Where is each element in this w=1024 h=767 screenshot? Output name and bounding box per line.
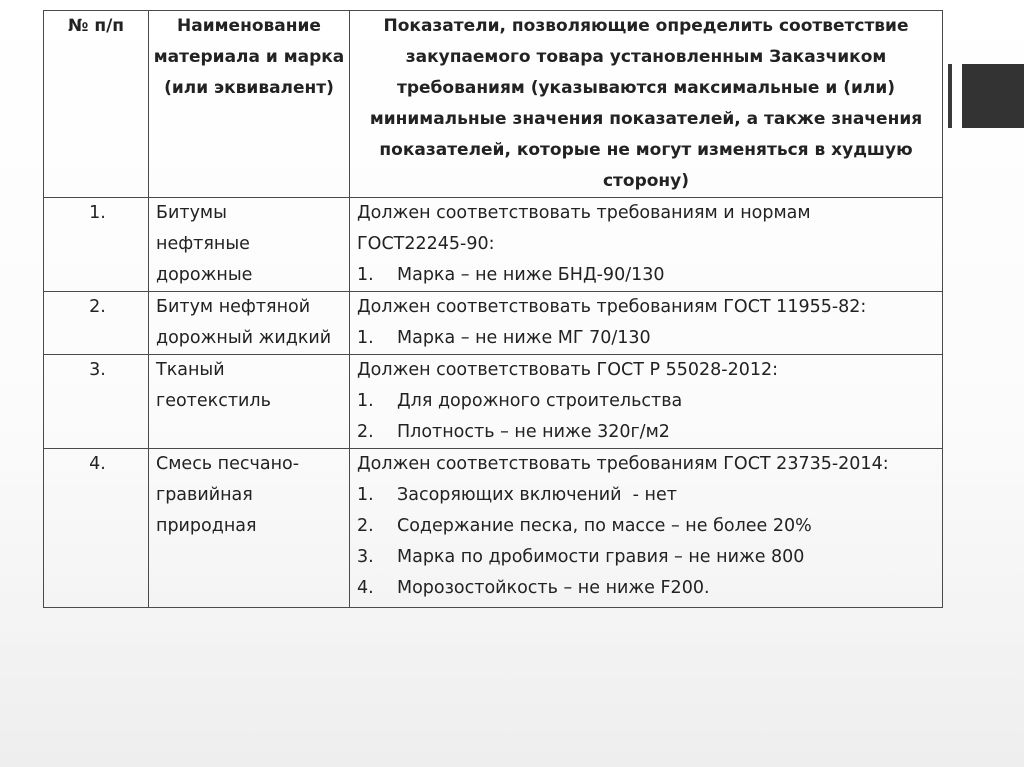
- list-item-number: 1.: [357, 328, 374, 348]
- row-number: 1.: [44, 198, 149, 292]
- row-material-name: Битум нефтяной дорожный жидкий: [149, 292, 350, 355]
- requirements-table: [43, 10, 943, 608]
- list-item: [357, 480, 938, 511]
- list-item: [357, 573, 938, 604]
- header-material-name: Наименование материала и марка (или эквивалент): [149, 11, 350, 198]
- indicator-list: [357, 386, 938, 448]
- table-header-row: [44, 11, 943, 198]
- row-indicators: [350, 198, 943, 292]
- decorative-bar-thick: [962, 64, 1024, 128]
- list-item-number: 1.: [357, 265, 374, 285]
- row-number: 3.: [44, 355, 149, 449]
- list-item-number: 1.: [357, 391, 374, 411]
- list-item-number: 4.: [357, 578, 374, 598]
- row-material-name: Битумы нефтяные дорожные: [149, 198, 350, 292]
- indicator-list: [357, 480, 938, 604]
- list-item-number: 2.: [357, 422, 374, 442]
- list-item-text: Для дорожного строительства: [397, 391, 683, 411]
- list-item: [357, 417, 938, 448]
- list-item: [357, 386, 938, 417]
- table-row: [44, 355, 943, 449]
- list-item: [357, 323, 938, 354]
- row-material-name: Тканый геотекстиль: [149, 355, 350, 449]
- row-number: 2.: [44, 292, 149, 355]
- row-indicators: [350, 355, 943, 449]
- indicator-list: [357, 260, 938, 291]
- table-row: [44, 292, 943, 355]
- row-indicators: [350, 292, 943, 355]
- indicator-lead: Должен соответствовать требованиям ГОСТ 11955-82:: [357, 297, 867, 317]
- list-item-text: Засоряющих включений - нет: [397, 485, 677, 505]
- list-item-number: 3.: [357, 547, 374, 567]
- header-number: № п/п: [44, 11, 149, 198]
- list-item-text: Плотность – не ниже 320г/м2: [397, 422, 670, 442]
- indicator-lead: Должен соответствовать ГОСТ Р 55028-2012:: [357, 360, 778, 380]
- header-indicators: Показатели, позволяющие определить соответствие закупаемого товара установленным Заказчиком требованиям (указываются максимальные и (или) минимальные значения показателей, а также значения показателей, которые не могут изменяться в худшую сторону): [350, 11, 943, 198]
- list-item: [357, 260, 938, 291]
- table-row: [44, 198, 943, 292]
- list-item-number: 2.: [357, 516, 374, 536]
- row-material-name: Смесь песчано-гравийная природная: [149, 449, 350, 608]
- indicator-lead: Должен соответствовать требованиям ГОСТ 23735-2014:: [357, 454, 889, 474]
- list-item-text: Марка – не ниже БНД-90/130: [397, 265, 665, 285]
- decorative-bar-thin: [948, 64, 952, 128]
- indicator-lead: Должен соответствовать требованиям и нормам ГОСТ22245-90:: [357, 203, 811, 254]
- table-row: [44, 449, 943, 608]
- row-number: 4.: [44, 449, 149, 608]
- row-indicators: [350, 449, 943, 608]
- list-item: [357, 542, 938, 573]
- list-item: [357, 511, 938, 542]
- list-item-text: Марка – не ниже МГ 70/130: [397, 328, 651, 348]
- list-item-text: Морозостойкость – не ниже F200.: [397, 578, 710, 598]
- indicator-list: [357, 323, 938, 354]
- list-item-text: Марка по дробимости гравия – не ниже 800: [397, 547, 805, 567]
- list-item-text: Содержание песка, по массе – не более 20%: [397, 516, 812, 536]
- list-item-number: 1.: [357, 485, 374, 505]
